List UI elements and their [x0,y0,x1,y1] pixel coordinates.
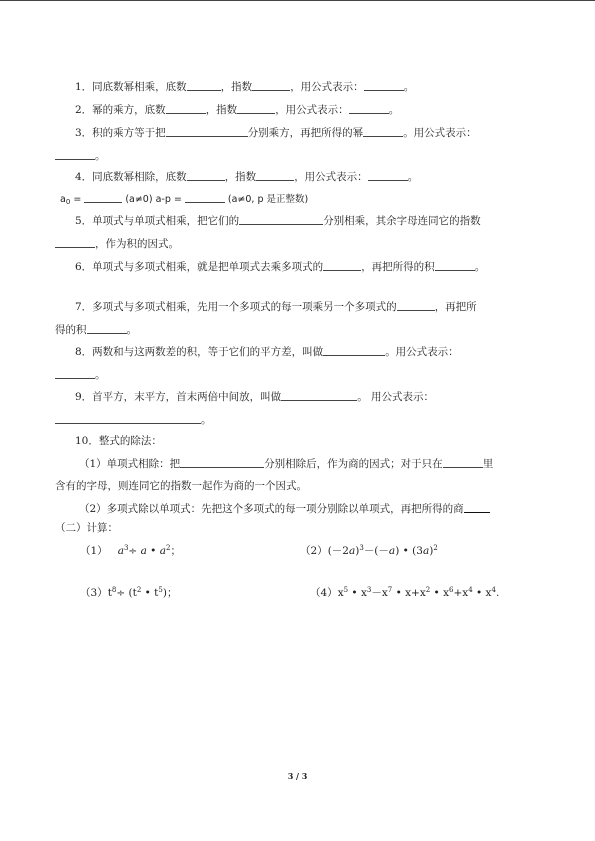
calc-title: （二）计算： [55,522,118,534]
top-rule [0,0,595,1]
item-8 [55,345,575,359]
item-8-cont [55,368,555,382]
e4-sup5: 6 [449,586,454,594]
item-7-text-b: ，再把所 [434,301,477,313]
e2-g: a [422,545,430,557]
e4-g: • x [472,587,492,599]
blank [256,170,294,181]
blank [239,214,323,225]
blank [187,170,225,181]
item-7-text-a: 7．多项式与多项式相乘，先用一个多项式的每一项乘另一个多项式的 [75,301,397,313]
blank [187,80,221,91]
blank [166,126,248,137]
item-2-text-c: ，用公式表示： [275,104,349,116]
e2-sup2: 2 [433,544,438,552]
blank [87,323,127,334]
e1-end: ； [170,545,181,557]
item-10-p2: （2）多项式除以单项式：先把这个多项式的每一项分别除以单项式，再把所得的商 [79,503,464,515]
item-6-text-c: 。 [474,261,486,273]
item-2-text-d: 。 [388,104,400,116]
blank [363,126,403,137]
item-7-text-c: 得的积 [55,324,87,336]
e3-c: • t [141,587,159,599]
e2-a: (－2 [327,545,349,557]
blank [397,300,435,311]
blank [323,260,361,271]
e4-b: • x [348,587,367,599]
blank [185,192,225,203]
blank [180,457,264,468]
item-1-text-d: 。 [403,81,415,93]
item-1-text-c: ，用公式表示： [290,81,364,93]
e4-sup2: 3 [366,586,372,594]
e1-a: a [117,545,124,557]
blank [368,170,408,181]
blank [55,237,95,248]
e2-h: ) [429,545,434,557]
blank [364,80,404,91]
item-10-p1-a: （1）单项式相除：把 [79,458,181,470]
e1-c: a [140,545,147,557]
zero-neg-cond: (a≠0, p 是正整数) [224,194,309,205]
item-8-text-a: 8．两数和与这两数差的积，等于它们的平方差，叫做 [75,346,324,358]
blank [55,368,95,379]
blank [443,457,483,468]
blank [237,103,275,114]
e3-b: ÷ (t [116,587,137,599]
item-7-text-d: 。 [126,324,137,336]
item-5-cont [55,237,555,251]
item-10-part-2 [55,502,579,516]
e2-c: ) [355,545,360,557]
e2-e: a [388,545,396,557]
item-3 [55,126,575,140]
e3-d: )； [162,587,178,599]
blank [166,103,206,114]
item-8-text-c: 。 [95,369,106,381]
e3-sup2: 2 [136,586,142,594]
item-4-text-a: 4．同底数幂相除，底数 [75,171,187,183]
e4-a: x [337,587,344,599]
exercise-2 [300,545,438,558]
e4-d: • x+x [392,587,426,599]
e3-sup3: 5 [158,586,163,594]
blank [323,345,385,356]
item-6-text-a: 6．单项式与多项式相乘，就是把单项式去乘多项式的 [75,261,324,273]
item-9 [55,390,575,404]
e1-div: ÷ [128,545,141,557]
e2-d: －(－ [363,545,389,557]
blank [464,502,490,513]
item-5 [55,214,575,228]
item-3-text-a: 3．积的乘方等于把 [75,127,166,139]
item-9-text-c: 。 [201,414,212,426]
exercise-4-label: （4） [310,587,338,599]
item-5-text-b: 分别相乘，其余字母连同它的指数 [323,215,481,227]
item-3-text-d: 。 [95,150,106,162]
blank [435,260,475,271]
e4-sup1: 5 [343,586,349,594]
item-4-text-b: ，指数 [224,171,257,183]
e4-c: －x [371,587,388,599]
zero-eq: = [70,194,85,205]
e4-h: . [495,587,500,599]
item-2 [55,103,575,117]
item-4 [55,170,575,184]
item-3-text-b: 分别乘方，再把所得的幂 [247,127,364,139]
e1-sup: 3 [123,544,129,552]
blank [55,413,201,424]
item-10-title: 10．整式的除法： [75,435,162,447]
item-1-text-a: 1．同底数幂相乘，底数 [75,81,187,93]
item-4-text-c: ，用公式表示： [294,171,368,183]
item-4-text-d: 。 [407,171,419,183]
exercise-4 [310,587,499,600]
item-10-p1-c: 里 [482,458,494,470]
e1-dot: • [146,545,160,557]
item-9-text-a: 9．首平方，末平方，首末两倍中间放，叫做 [75,391,282,403]
exercise-1 [80,545,181,558]
e4-f: +x [453,587,469,599]
item-10-p1-b: 分别相除后，作为商的因式；对于只在 [264,458,443,470]
item-3-cont [55,149,555,163]
exercise-2-label: （2） [300,545,328,557]
e4-sup4: 2 [425,586,431,594]
e4-e: • x [430,587,450,599]
item-1-text-b: ，指数 [220,81,253,93]
item-6 [55,260,575,274]
zero-cond: (a≠0) a-p = [122,194,185,205]
zero-exponent-line [60,192,560,206]
e4-sup6: 4 [468,586,473,594]
e3-sup1: 8 [111,586,117,594]
item-2-text-b: ，指数 [205,104,238,116]
blank [349,103,389,114]
item-1 [55,80,575,94]
e2-sup: 3 [359,544,364,552]
item-10-part-1-cont: 含有的字母，则连同它的指数一起作为商的一个因式。 [55,480,307,492]
item-9-cont [55,413,555,427]
blank [55,149,95,160]
e4-sup3: 7 [387,586,393,594]
e2-b: a [348,545,356,557]
item-3-text-c: 。用公式表示： [403,127,477,139]
item-9-text-b: 。 用公式表示： [357,391,435,403]
blank [281,390,357,401]
exercise-3 [80,587,177,600]
item-10-part-1 [55,457,579,471]
item-7-cont [55,323,555,337]
item-7 [55,300,575,314]
page-number: 3 / 3 [287,771,308,781]
item-2-text-a: 2．幂的乘方，底数 [75,104,166,116]
item-6-text-b: ，再把所得的积 [361,261,435,273]
e2-f: ) • (3 [395,545,423,557]
item-5-text-a: 5．单项式与单项式相乘，把它们的 [75,215,240,227]
e1-e: a [159,545,166,557]
e1-sup2: 2 [165,544,171,552]
e4-sup7: 4 [491,586,496,594]
zero-a: a [60,194,66,205]
exercise-3-label: （3） [80,587,108,599]
exercise-1-label: （1） [80,545,108,557]
e3-a: t [107,587,112,599]
blank [252,80,290,91]
zero-sub: 0 [65,198,71,206]
item-8-text-b: 。用公式表示： [385,346,459,358]
blank [84,192,122,203]
item-5-text-c: ，作为积的因式。 [95,238,179,250]
